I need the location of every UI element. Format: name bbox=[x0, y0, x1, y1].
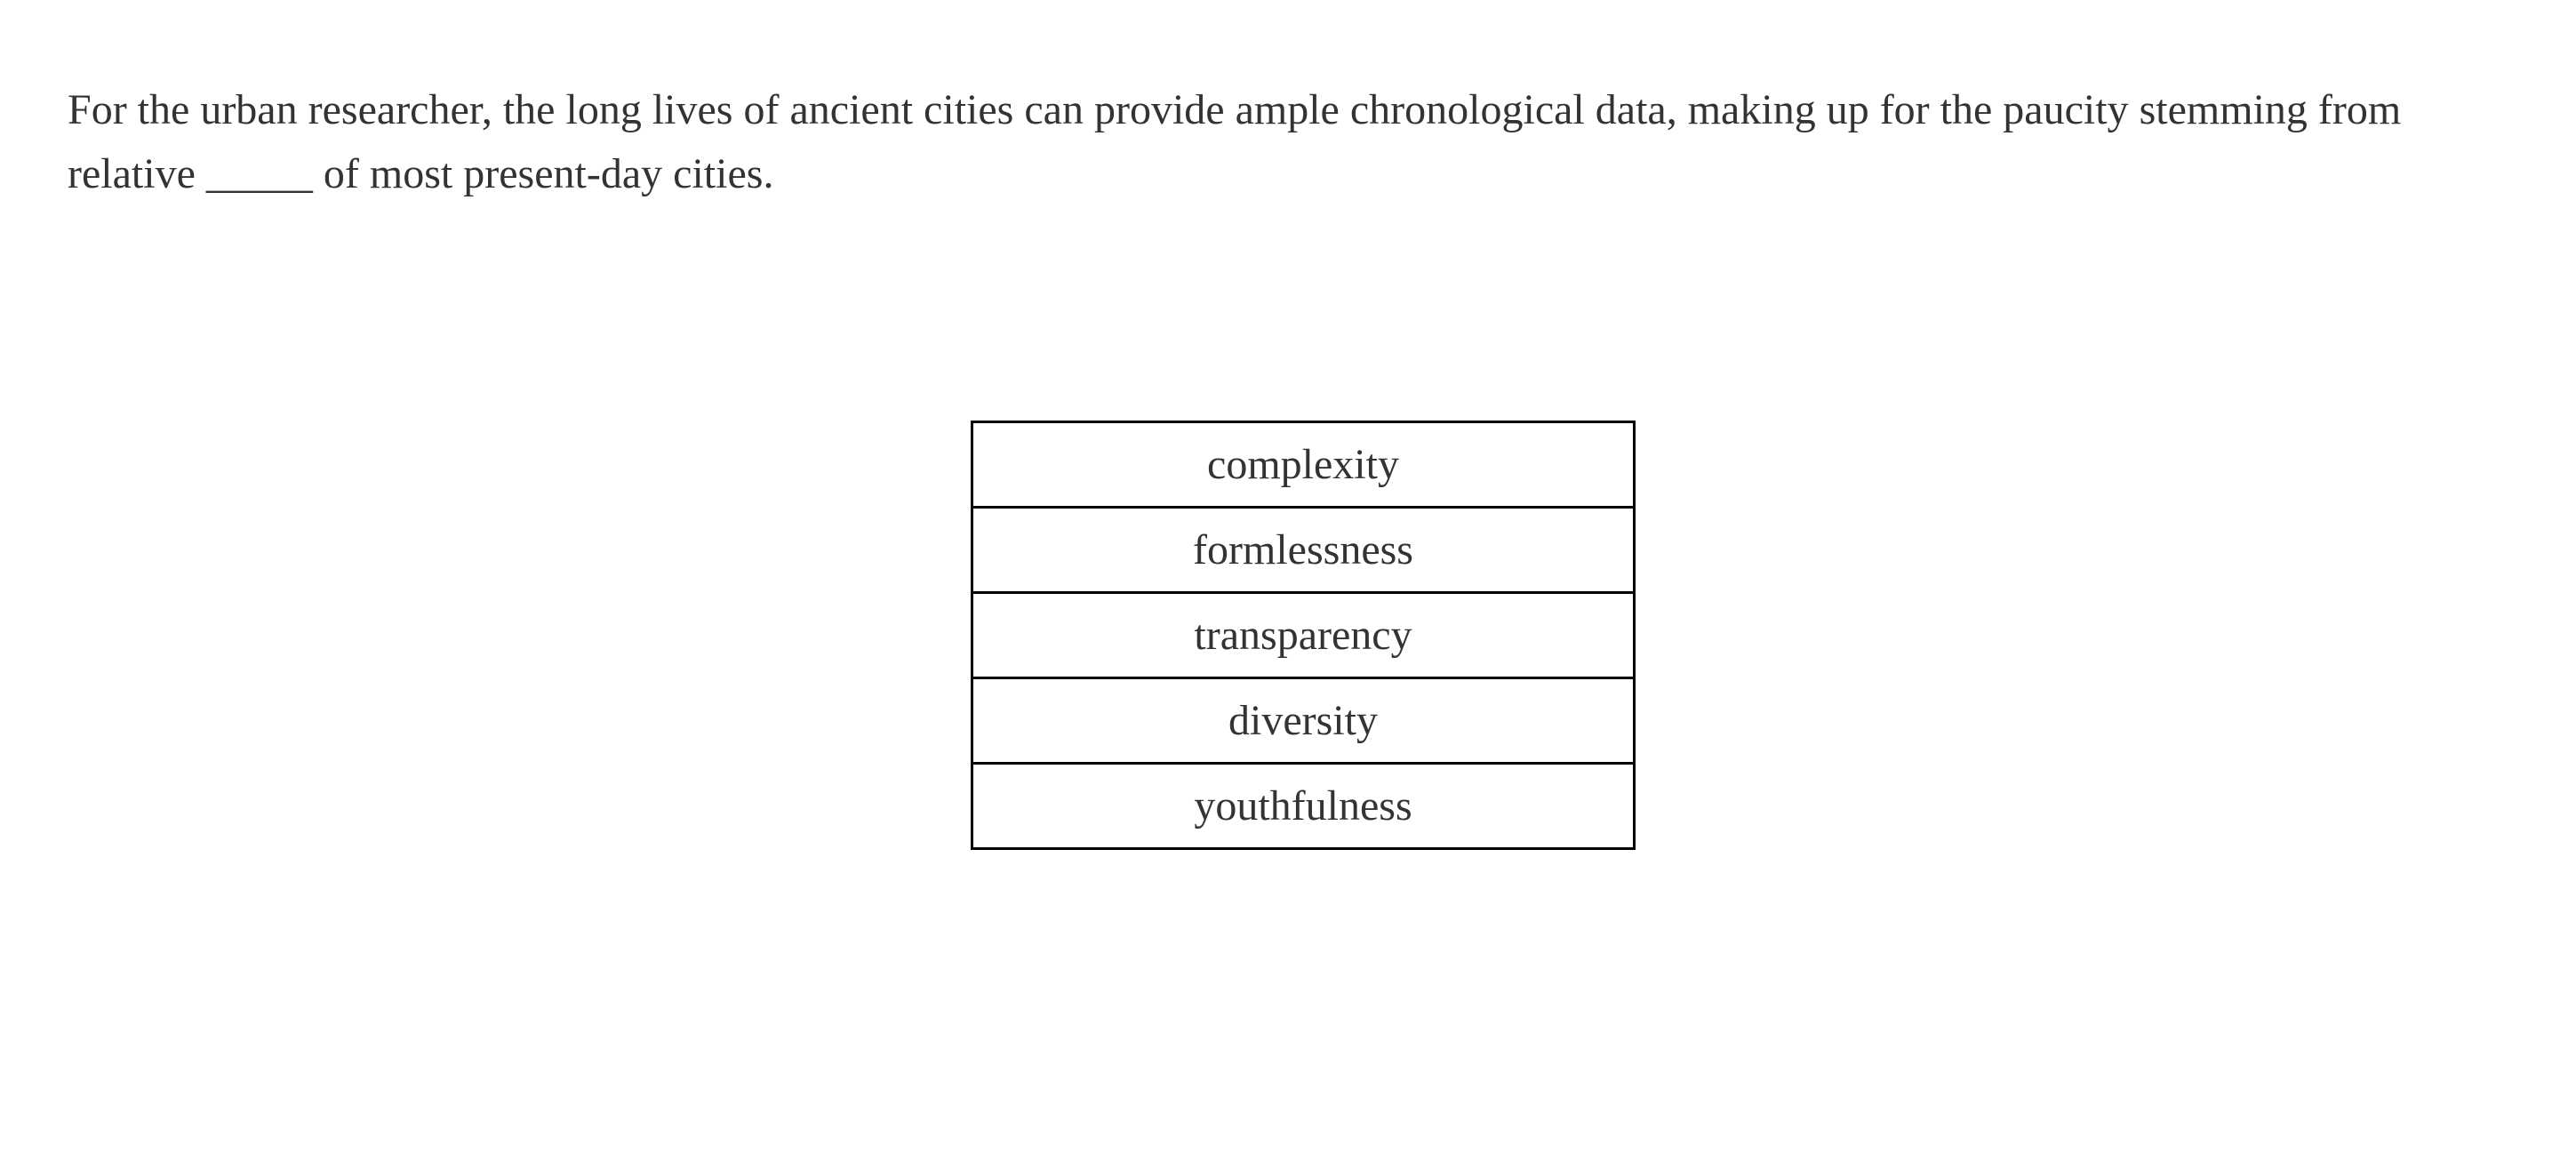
answer-choice-row bbox=[972, 678, 1635, 764]
answer-choice-youthfulness[interactable]: youthfulness bbox=[972, 764, 1635, 849]
answer-choice-row bbox=[972, 508, 1635, 593]
answer-choice-row bbox=[972, 422, 1635, 508]
question-text: For the urban researcher, the long lives of ancient cities can provide ample chronological data, making up for the paucity stemming from relative _____ of most present-day cities. bbox=[68, 86, 2402, 197]
answer-choice-transparency[interactable]: transparency bbox=[972, 593, 1635, 678]
answer-choice-row bbox=[972, 764, 1635, 849]
answer-choice-row bbox=[972, 593, 1635, 678]
answer-choice-formlessness[interactable]: formlessness bbox=[972, 508, 1635, 593]
answer-choice-complexity[interactable]: complexity bbox=[972, 422, 1635, 508]
answer-choices bbox=[971, 421, 1636, 850]
answer-choice-diversity[interactable]: diversity bbox=[972, 678, 1635, 764]
